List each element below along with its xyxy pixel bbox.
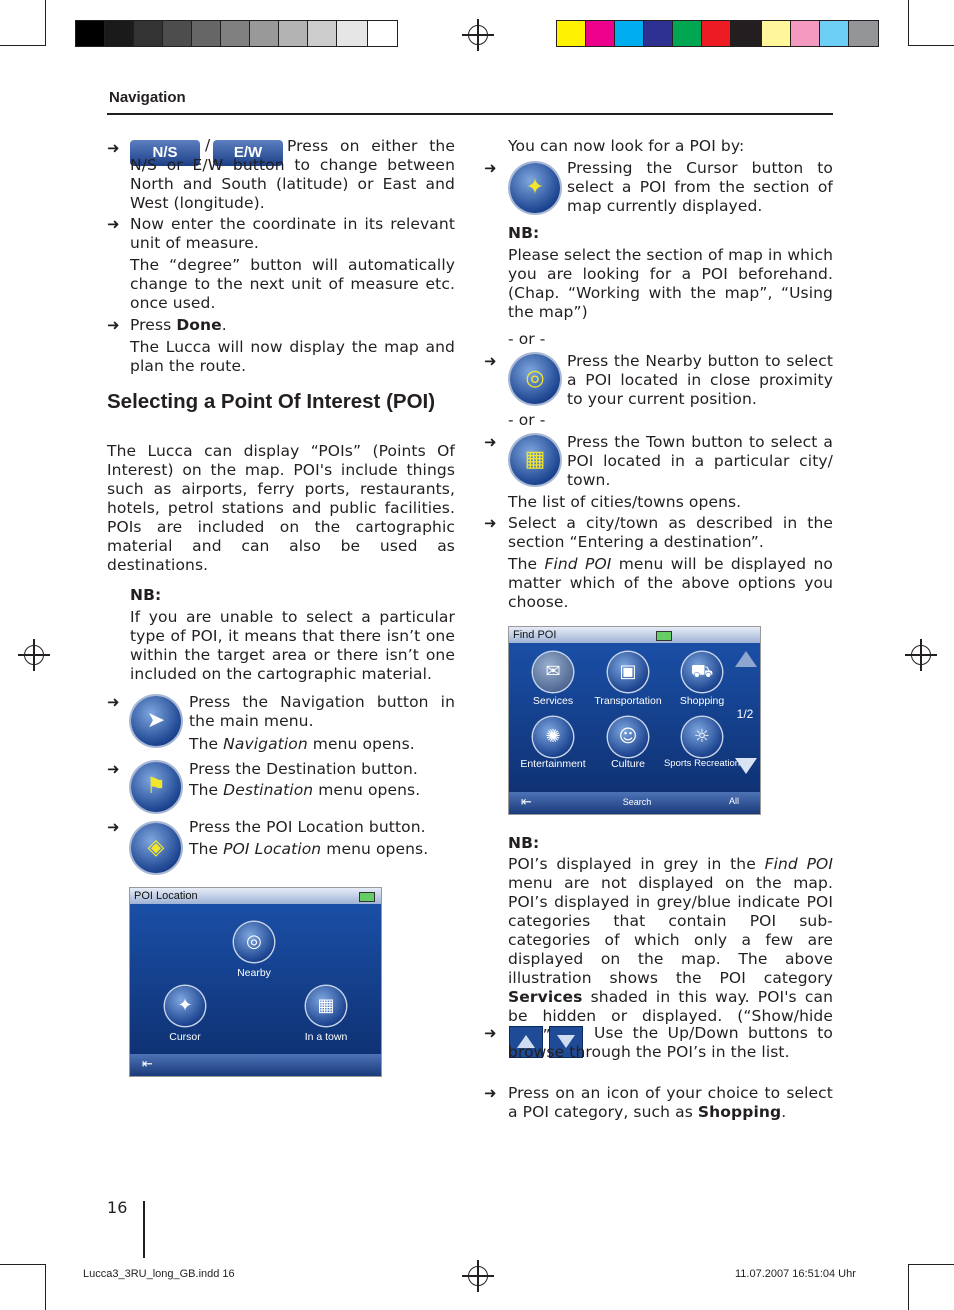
crop-mark bbox=[908, 45, 954, 46]
paragraph-degree-button: The “degree” button will automatically change to the next unit of measure etc. once used. bbox=[130, 256, 455, 312]
poi-location-button-icon: ◈ bbox=[131, 823, 181, 873]
paragraph-poi-intro: The Lucca can display “POIs” (Points Of Interest) on the map. POI's include things such as airports, ferry ports, restaurants, hotels, petrol stations and public facilities. POIs are included on the cartographic material and can also be used as destinations. bbox=[107, 442, 455, 574]
section-header: Navigation bbox=[109, 89, 186, 106]
battery-icon bbox=[656, 631, 672, 641]
page-number: 16 bbox=[107, 1198, 128, 1217]
search-button[interactable]: Search bbox=[622, 797, 652, 807]
sports-recreation-icon[interactable]: ☼ bbox=[682, 717, 722, 757]
crop-mark bbox=[45, 1264, 46, 1310]
timestamp-slug: 11.07.2007 16:51:04 Uhr bbox=[735, 1268, 856, 1280]
shopping-icon[interactable]: ⛟ bbox=[682, 652, 722, 692]
step-up-down: Use the Up/Down buttons to browse through the POI’s in the list. bbox=[508, 1024, 833, 1061]
arrow-bullet-icon: ➜ bbox=[107, 139, 120, 157]
crop-mark bbox=[0, 45, 46, 46]
town-button-icon: ▦ bbox=[510, 435, 560, 485]
crop-mark bbox=[908, 1264, 909, 1310]
entertainment-label: Entertainment bbox=[520, 758, 586, 770]
scroll-up-icon[interactable] bbox=[735, 651, 757, 667]
paragraph-list-opens: The list of cities/towns opens. bbox=[508, 493, 742, 511]
nb-text: If you are unable to select a particular type of POI, it means that there isn’t one within the target area or there isn’t one included on the cartographic material. bbox=[130, 608, 455, 683]
arrow-bullet-icon: ➜ bbox=[107, 316, 120, 334]
town-label: In a town bbox=[304, 1031, 348, 1043]
arrow-bullet-icon: ➜ bbox=[107, 818, 120, 836]
crop-mark bbox=[908, 0, 909, 46]
step-cursor: Pressing the Cursor button to select a POI from the section of map currently displayed. bbox=[567, 159, 833, 215]
registration-mark-icon bbox=[468, 1266, 488, 1286]
screen-title: Find POI bbox=[509, 627, 760, 643]
header-divider bbox=[107, 113, 833, 115]
back-arrow-icon[interactable]: ⇤ bbox=[521, 795, 532, 810]
arrow-bullet-icon: ➜ bbox=[107, 760, 120, 778]
transportation-icon[interactable]: ▣ bbox=[608, 652, 648, 692]
registration-mark-icon bbox=[468, 25, 488, 45]
paragraph-route: The Lucca will now display the map and plan the route. bbox=[130, 338, 455, 375]
nearby-button-icon: ◎ bbox=[510, 354, 560, 404]
battery-icon bbox=[359, 892, 375, 902]
registration-mark-icon bbox=[911, 645, 931, 665]
crop-mark bbox=[45, 0, 46, 46]
step-poi-location-result: The POI Location menu opens. bbox=[189, 840, 429, 858]
cursor-button-icon: ✦ bbox=[510, 163, 560, 213]
back-arrow-icon[interactable]: ⇤ bbox=[142, 1057, 153, 1072]
nb-label: NB: bbox=[508, 224, 540, 242]
section-heading: Selecting a Point Of Interest (POI) bbox=[107, 390, 436, 413]
screen-bottom-bar bbox=[509, 792, 760, 814]
nb-grey-pois: POI’s displayed in grey in the Find POI menu are not displayed on the map. POI’s displayed in grey/blue indicate POI categories that contain POI sub-categories of which only a few are displayed on the map. The above illustration shows the POI category Services shaded in this way. POI's can be hidden or displayed. (“Show/hide bbox=[508, 855, 833, 1025]
paragraph-press-done: Press Done. bbox=[130, 316, 227, 334]
button-separator: / bbox=[205, 136, 211, 154]
paragraph-find-poi: The Find POI menu will be displayed no matter which of the above options you choose. bbox=[508, 555, 833, 611]
paragraph-ns-ew: Press on either the N/S or E/W button to change between North and South (latitude) or East and West (longitude). bbox=[130, 137, 455, 212]
registration-mark-icon bbox=[24, 645, 44, 665]
arrow-bullet-icon: ➜ bbox=[484, 1084, 497, 1102]
arrow-bullet-icon: ➜ bbox=[107, 215, 120, 233]
file-slug: Lucca3_3RU_long_GB.indd 16 bbox=[83, 1268, 235, 1280]
step-town: Press the Town button to select a POI located in a particular city/ town. bbox=[567, 433, 833, 489]
arrow-bullet-icon: ➜ bbox=[484, 433, 497, 451]
or-separator: - or - bbox=[508, 330, 546, 348]
screen-title: POI Location bbox=[130, 888, 381, 904]
ew-button[interactable]: E/W bbox=[213, 140, 283, 166]
step-select-category: Press on an icon of your choice to select a POI category, such as Shopping. bbox=[508, 1084, 833, 1121]
culture-label: Culture bbox=[611, 758, 645, 770]
arrow-bullet-icon: ➜ bbox=[484, 352, 497, 370]
sports-recreation-label: Sports Recreation bbox=[663, 758, 741, 769]
step-destination: Press the Destination button. bbox=[189, 760, 418, 778]
cursor-icon[interactable]: ✦ bbox=[165, 986, 205, 1026]
services-icon[interactable]: ✉ bbox=[533, 652, 573, 692]
navigation-button-icon: ➤ bbox=[131, 696, 181, 746]
nearby-label: Nearby bbox=[237, 967, 271, 979]
or-separator: - or - bbox=[508, 411, 546, 429]
step-destination-result: The Destination menu opens. bbox=[189, 781, 421, 799]
step-select-city: Select a city/town as described in the section “Entering a destination”. bbox=[508, 514, 833, 551]
transportation-label: Transportation bbox=[594, 695, 662, 707]
cursor-label: Cursor bbox=[169, 1031, 201, 1043]
arrow-bullet-icon: ➜ bbox=[484, 514, 497, 532]
arrow-bullet-icon: ➜ bbox=[107, 693, 120, 711]
all-button[interactable]: All bbox=[728, 796, 739, 806]
arrow-bullet-icon: ➜ bbox=[484, 159, 497, 177]
services-label: Services bbox=[532, 695, 574, 707]
arrow-bullet-icon: ➜ bbox=[484, 1024, 497, 1042]
find-poi-screen bbox=[508, 626, 761, 815]
destination-button-icon: ⚑ bbox=[131, 762, 181, 812]
page-number-rule bbox=[143, 1201, 145, 1258]
paragraph-look-for-poi: You can now look for a POI by: bbox=[508, 137, 745, 155]
nb-select-section: Please select the section of map in which you are looking for a POI beforehand. (Chap. “Working with the map”, “Using the map”) bbox=[508, 246, 833, 321]
culture-icon[interactable]: ☺ bbox=[608, 717, 648, 757]
step-navigation: Press the Navigation button in the main menu. bbox=[189, 693, 455, 730]
paragraph-enter-coordinate: Now enter the coordinate in its relevant unit of measure. bbox=[130, 215, 455, 252]
ns-button[interactable]: N/S bbox=[130, 140, 200, 166]
step-nearby: Press the Nearby button to select a POI located in close proximity to your current position. bbox=[567, 352, 833, 408]
step-navigation-result: The Navigation menu opens. bbox=[189, 735, 415, 753]
nb-label: NB: bbox=[508, 834, 540, 852]
page-indicator: 1/2 bbox=[736, 707, 754, 721]
poi-location-screen bbox=[129, 887, 382, 1077]
shopping-label: Shopping bbox=[679, 695, 725, 707]
step-poi-location: Press the POI Location button. bbox=[189, 818, 426, 836]
nearby-icon[interactable]: ◎ bbox=[234, 922, 274, 962]
crop-mark bbox=[0, 1264, 46, 1265]
town-icon[interactable]: ▦ bbox=[306, 986, 346, 1026]
entertainment-icon[interactable]: ✺ bbox=[533, 717, 573, 757]
scroll-down-icon[interactable] bbox=[735, 758, 757, 774]
nb-label: NB: bbox=[130, 586, 162, 604]
screen-bottom-bar bbox=[130, 1054, 381, 1076]
crop-mark bbox=[908, 1264, 954, 1265]
